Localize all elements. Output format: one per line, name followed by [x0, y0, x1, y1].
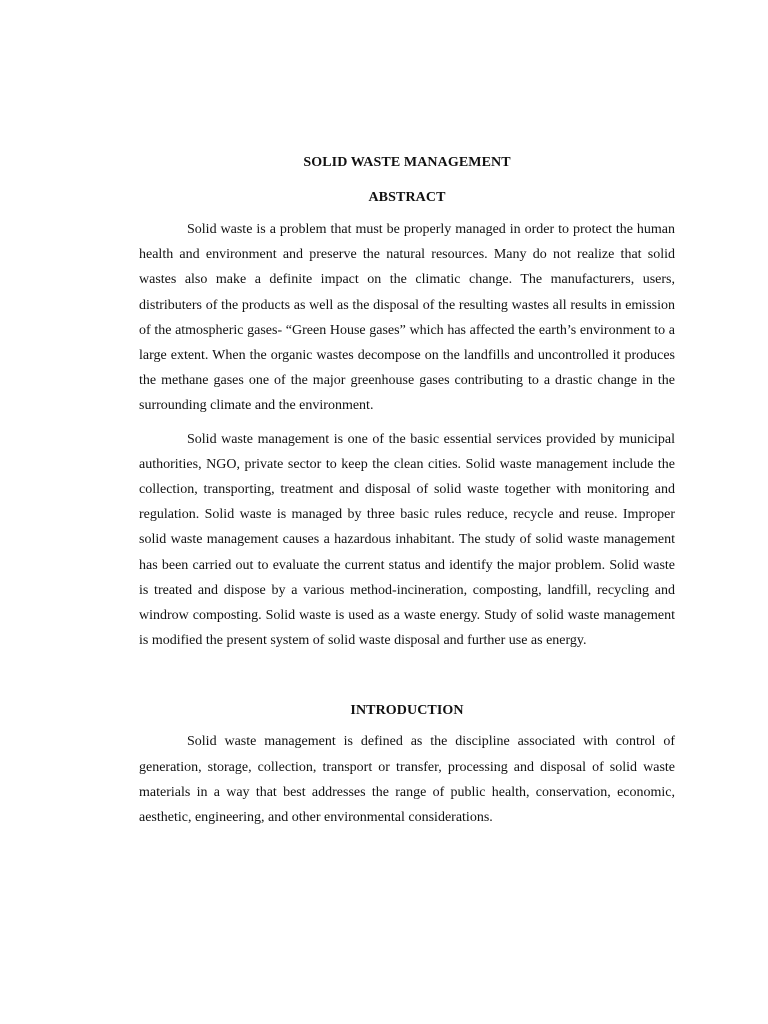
document-title: SOLID WASTE MANAGEMENT — [303, 155, 511, 170]
abstract-paragraph: Solid waste is a problem that must be properly managed in order to protect the human health and environment and preserve the natural resources. Many do not realize that solid wastes also make a definite impact on the climatic change. The manufacturers, users, distributers of the products as well as the disposal of the resulting wastes all results in emission of the atmospheric gases- “Green House gases” which has affected the earth’s environment to a large extent. When the organic wastes decompose on the landfills and uncontrolled it produces the methane gases one of the major greenhouse gases contributing to a drastic change in the surrounding climate and the environment. — [139, 222, 675, 414]
introduction-paragraph: Solid waste management is defined as the discipline associated with control of generation, storage, collection, transport or transfer, processing and disposal of solid waste materials in a way that best addresses the range of public health, conservation, economic, aesthetic, engineering, and other environmental considerations. — [139, 734, 675, 826]
abstract-heading: ABSTRACT — [368, 190, 446, 205]
introduction-heading: INTRODUCTION — [350, 703, 464, 719]
abstract-paragraph: Solid waste management is one of the basic essential services provided by municipal authorities, NGO, private sector to keep the clean cities. Solid waste management include the collection, transporting, treatment and disposal of solid waste together with monitoring and regulation. Solid waste is managed by three basic rules reduce, recycle and reuse. Improper solid waste management causes a hazardous inhabitant. The study of solid waste management has been carried out to evaluate the current status and identify the major problem. Solid waste is treated and dispose by a various method-incineration, composting, landfill, recycling and windrow composting. Solid waste is used as a waste energy. Study of solid waste management is modified the present system of solid waste disposal and further use as energy. — [139, 431, 675, 649]
document-page — [139, 150, 675, 830]
